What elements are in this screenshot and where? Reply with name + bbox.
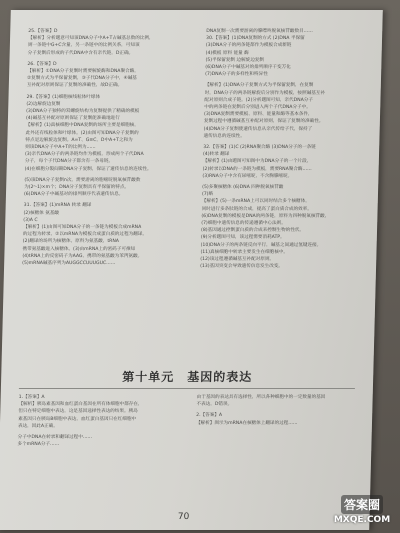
- text-line: 【解析】(1)由图可知DNA分子的一条链为模板合成mRNA: [23, 225, 142, 231]
- text-line: (5)mRNA碱基序列为AUGGCCUUUGUC……: [22, 261, 116, 267]
- text-line: (5)该DNA分子复制n次，需要游离的胞嘧啶脱氧核苷酸数: [24, 177, 141, 183]
- text-line: (7)略: [201, 192, 214, 198]
- text-line: 遗传信息的连续性。: [203, 133, 245, 139]
- text-line: 时，DNA分子的两条链解旋后分别作为模板，按照碱基互补: [204, 90, 326, 96]
- text-line: 1.【答案】A: [18, 395, 45, 400]
- text-line: (4)DNA分子复制使遗传信息从亲代传给子代，保持了: [203, 126, 313, 132]
- text-line: 中的两条链在复制后分别进入两个子代DNA分子中。: [204, 105, 311, 111]
- text-line: (2)翻译的场所为核糖体，原料为氨基酸，tRNA: [22, 239, 119, 245]
- text-line: (10)DNA分子的两条链反向平行，碱基之间通过氢键连接。: [200, 242, 322, 248]
- watermark-logo: 答案圈: [341, 495, 383, 514]
- text-line: (3)亲代DNA分子的两条链均作为模板，形成两个子代DNA: [24, 152, 144, 158]
- text-line: 30.【答案】(1)DNA复制的方式 (2)DNA 半保留: [205, 36, 305, 42]
- text-line: 【解析】图示为mRNA在核糖体上翻译的过程……: [195, 420, 298, 426]
- text-line: (7)细胞中遗传信息的传递遵循中心法则。: [201, 221, 286, 227]
- text-line: (5)半保留复制 边解旋边复制: [205, 57, 265, 63]
- text-line: (2)核糖体 氨基酸: [23, 210, 60, 216]
- unit-title-rule: [19, 388, 355, 389]
- right-column-upper: [200, 28, 368, 271]
- text-line: ②复制方式为半保留复制，③子代DNA分子中，④碱基: [26, 76, 137, 82]
- text-line: 为(2ⁿ-1)×m个；DNA分子复制具有半保留的特点。: [24, 185, 130, 191]
- text-line: 多个mRNA分子……: [17, 442, 60, 448]
- text-line: 配对原则合成子链。(2)分析题图可知，亲代DNA分子: [204, 97, 314, 103]
- text-line: (4)在细胞分裂间期DNA分子复制，保证了遗传信息的连续性。: [24, 166, 152, 172]
- text-line: 由于基因的表达具有选择性，所以各种细胞中的一定数量的基因: [196, 395, 326, 400]
- text-line: (12)该过程遵循碱基互补配对原则。: [200, 257, 275, 263]
- text-line: 的过程为转录，②以mRNA为模板合成蛋白质的过程为翻译。: [22, 232, 148, 238]
- text-line: DNA复制一次需要游离的腺嘌呤脱氧核苷酸数目……: [206, 29, 313, 34]
- text-line: 分子复制后形成的子代DNA中含有亲代链，D正确。: [27, 50, 134, 56]
- text-line: 但只在特定细胞中表达，这是基因选择性表达的结果。胰岛: [18, 409, 138, 415]
- unit-title: 第十单元 基因的表达: [121, 370, 253, 384]
- text-line: 表达，因此A正确。: [17, 423, 58, 429]
- text-line: 不表达，D错误。: [196, 402, 233, 408]
- text-line: (13)基因突变会导致遗传信息发生改变。: [200, 264, 284, 270]
- text-line: (4)tRNA上的反密码子为AAG，携带的氨基酸为苯丙氨酸。: [22, 253, 143, 259]
- text-line: (3)A C: [23, 217, 38, 223]
- text-line: (4)转录 翻译: [202, 152, 230, 158]
- text-line: 分子，每个子代DNA分子都含有一条母链。: [24, 159, 114, 165]
- text-line: (9)分析题图可知，该过程需要消耗ATP。: [200, 235, 285, 241]
- text-line: 【解析】分析题意可知该DNA分子中A+T占碱基总数的比例，: [27, 36, 154, 42]
- text-line: (5)多聚核糖体 (6)DNA 四种脱氧核苷酸: [202, 185, 284, 191]
- text-line: 25.【答案】D: [28, 29, 58, 34]
- text-line: 携带氨基酸进入核糖体。(3)由mRNA上的密码子可推知: [22, 246, 136, 252]
- text-line: (7)DNA分子的多样性和特异性: [205, 72, 268, 78]
- text-line: (4)碱基互补配对原则保证了复制能准确地进行: [25, 116, 120, 122]
- text-line: 此外还有线粒体和叶绿体。(2)由图可知DNA分子复制的: [25, 130, 139, 136]
- text-line: 互补配对原则保证了复制的准确性，故D正确。: [26, 83, 123, 89]
- text-line: 2.【答案】A: [196, 413, 223, 419]
- text-line: (11)真核细胞中转录主要发生在细胞核中。: [200, 249, 289, 255]
- text-line: (2)边解旋边复制: [26, 101, 61, 107]
- text-line: (3)DNA分子独特的双螺旋结构为复制提供了精确的模板: [26, 109, 140, 115]
- text-line: 【解析】(1)由题图可知图中为DNA分子的一个片段，: [202, 159, 312, 165]
- text-line: 26.【答案】D: [27, 61, 57, 67]
- left-column-lower: [17, 394, 178, 448]
- text-line: 同时进行多条肽链的合成，提高了蛋白质合成的效率。: [201, 206, 312, 212]
- watermark: [330, 494, 394, 525]
- text-line: 分子中DNA在转录和翻译过程中……: [17, 435, 93, 441]
- book-page: [0, 10, 383, 530]
- text-line: 29.【答案】(1)细胞核线粒体叶绿体: [26, 94, 101, 100]
- text-line: 【解析】①DNA分子复制时需要解旋酶和DNA聚合酶，: [27, 69, 139, 75]
- text-line: 则一条链中G+C含量，另一条链中的比例关系，可知该: [27, 43, 140, 49]
- text-line: 32.【答案】(1)C (2)RNA聚合酶 (3)DNA分子的一条链: [203, 145, 316, 151]
- page-number: 70: [177, 512, 190, 522]
- text-line: 特点是边解旋边复制。A=T、G≡C，D中A+T之和为: [25, 137, 133, 143]
- text-line: 【解析】胰岛素基因和血红蛋白基因在所有体细胞中都存在，: [18, 402, 143, 408]
- text-line: (4)模板 原料 能量 酶: [205, 50, 249, 56]
- text-line: (3)RNA分子中含有尿嘧啶，不含胸腺嘧啶。: [202, 173, 293, 179]
- watermark-url: MXQE.COM: [333, 515, 391, 525]
- left-column-upper: [22, 28, 188, 267]
- text-line: (6)DNA分子中碱基对的排列顺序千变万化: [205, 65, 291, 71]
- text-line: (6)DNA复制的模板是DNA的两条链，原料为四种脱氧核苷酸，: [201, 213, 330, 219]
- text-line: (3)DNA分子的两条链都作为模板合成新链: [205, 43, 292, 49]
- text-line: (2)转录以DNA的一条链为模板，需要RNA聚合酶……: [202, 166, 312, 172]
- text-line: 则该DNA分子中A+T的比例为……: [25, 145, 96, 151]
- text-line: 【解析】(1)DNA分子复制方式为半保留复制，在复制: [204, 83, 314, 89]
- text-line: (8)基因通过控制蛋白质的合成来控制生物的性状。: [200, 228, 305, 234]
- text-line: 【解析】(1)真核细胞中DNA复制的场所主要是细胞核，: [25, 123, 139, 129]
- text-line: 复制过程中遵循碱基互补配对原则，保证了复制的准确性。: [203, 119, 324, 125]
- text-line: 【解析】(5)一条mRNA上可以同时结合多个核糖体，: [201, 199, 310, 205]
- right-column-lower: [196, 394, 359, 427]
- text-line: (6)DNA分子中碱基对的排列顺序代表遗传信息。: [23, 192, 124, 198]
- text-line: 素基因只在胰岛B细胞中表达，血红蛋白基因只在红细胞中: [18, 416, 137, 422]
- text-line: 31.【答案】(1)mRNA 转录 翻译: [23, 203, 92, 209]
- text-line: (3)DNA复制需要模板、原料、能量和酶等基本条件，: [204, 112, 313, 118]
